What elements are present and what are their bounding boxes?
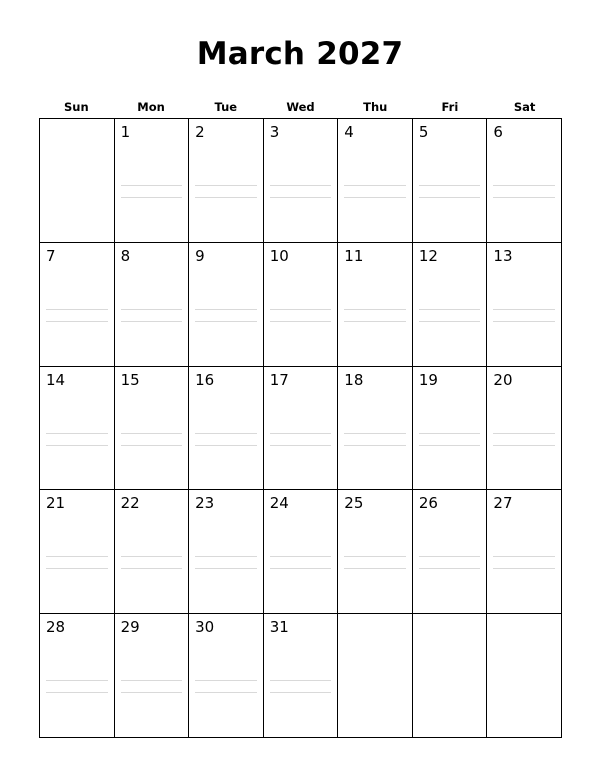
day-number: 7 (46, 246, 56, 265)
day-number: 21 (46, 494, 66, 513)
day-cell[interactable] (264, 367, 339, 491)
note-line (195, 197, 257, 198)
note-line (270, 556, 332, 557)
note-line (121, 556, 183, 557)
day-number: 11 (344, 246, 364, 265)
weekday-thu: Thu (363, 100, 388, 114)
note-line (121, 568, 183, 569)
note-line (195, 185, 257, 186)
day-number: 16 (195, 370, 215, 389)
day-number: 26 (418, 494, 438, 513)
note-line (121, 185, 183, 186)
day-cell[interactable] (264, 243, 339, 367)
empty-day-cell (338, 614, 413, 738)
note-line (344, 309, 406, 310)
day-cell[interactable] (115, 367, 190, 491)
note-line (419, 309, 481, 310)
day-cell[interactable] (338, 119, 413, 243)
day-number: 23 (195, 494, 215, 513)
day-number: 29 (120, 618, 140, 637)
note-line (46, 433, 108, 434)
day-cell[interactable] (40, 367, 115, 491)
note-line (270, 197, 332, 198)
day-cell[interactable] (487, 119, 562, 243)
weekday-tue: Tue (214, 100, 238, 114)
weekday-fri: Fri (441, 100, 459, 114)
note-line (493, 197, 555, 198)
note-line (121, 197, 183, 198)
day-number: 13 (493, 246, 513, 265)
note-line (344, 185, 406, 186)
day-number: 9 (195, 246, 205, 265)
empty-day-cell (40, 119, 115, 243)
note-line (344, 556, 406, 557)
note-line (344, 321, 406, 322)
note-line (270, 680, 332, 681)
day-number: 6 (493, 123, 503, 141)
day-cell[interactable] (487, 490, 562, 614)
day-number: 28 (46, 618, 66, 637)
note-line (195, 692, 257, 693)
day-cell[interactable] (338, 490, 413, 614)
note-line (121, 692, 183, 693)
note-line (46, 309, 108, 310)
note-line (493, 556, 555, 557)
day-number: 24 (269, 494, 289, 513)
note-line (493, 185, 555, 186)
note-line (419, 185, 481, 186)
weekday-wed: Wed (286, 100, 315, 114)
note-line (344, 433, 406, 434)
day-cell[interactable] (413, 119, 488, 243)
day-cell[interactable] (189, 614, 264, 738)
day-cell[interactable] (40, 243, 115, 367)
note-line (270, 321, 332, 322)
note-line (121, 445, 183, 446)
note-line (195, 568, 257, 569)
note-line (270, 309, 332, 310)
day-number: 31 (269, 618, 289, 637)
note-line (195, 680, 257, 681)
note-line (195, 309, 257, 310)
note-line (46, 321, 108, 322)
day-cell[interactable] (189, 243, 264, 367)
day-number: 4 (344, 123, 354, 141)
day-number: 3 (269, 123, 280, 141)
day-cell[interactable] (115, 490, 190, 614)
note-line (46, 556, 108, 557)
day-number: 1 (120, 123, 131, 141)
day-cell[interactable] (264, 614, 339, 738)
day-cell[interactable] (40, 614, 115, 738)
day-number: 18 (344, 370, 364, 389)
day-number: 10 (269, 246, 289, 265)
day-number: 14 (46, 370, 66, 389)
day-cell[interactable] (413, 367, 488, 491)
empty-day-cell (487, 614, 562, 738)
note-line (195, 556, 257, 557)
note-line (121, 309, 183, 310)
day-number: 15 (120, 370, 140, 389)
day-cell[interactable] (264, 119, 339, 243)
weekday-header-row (39, 99, 562, 115)
day-cell[interactable] (115, 243, 190, 367)
note-line (195, 445, 257, 446)
note-line (344, 568, 406, 569)
note-line (419, 556, 481, 557)
day-cell[interactable] (487, 367, 562, 491)
day-cell[interactable] (264, 490, 339, 614)
day-number: 22 (120, 494, 140, 513)
day-cell[interactable] (487, 243, 562, 367)
note-line (493, 445, 555, 446)
note-line (270, 692, 332, 693)
weekday-sat: Sat (513, 100, 536, 114)
day-cell[interactable] (413, 490, 488, 614)
day-number: 30 (195, 618, 215, 637)
day-number: 19 (418, 370, 438, 389)
note-line (270, 568, 332, 569)
page-title: March 2027 (196, 36, 404, 72)
day-cell[interactable] (413, 243, 488, 367)
note-line (195, 433, 257, 434)
day-number: 17 (269, 370, 289, 389)
day-number: 12 (418, 246, 438, 265)
day-cell[interactable] (40, 490, 115, 614)
day-cell[interactable] (115, 119, 190, 243)
note-line (493, 321, 555, 322)
note-line (121, 433, 183, 434)
note-line (46, 680, 108, 681)
note-line (419, 197, 481, 198)
day-number: 25 (344, 494, 364, 513)
note-line (46, 568, 108, 569)
day-number: 5 (418, 123, 429, 141)
day-number: 8 (120, 246, 131, 265)
note-line (270, 433, 332, 434)
note-line (195, 321, 257, 322)
note-line (493, 433, 555, 434)
note-line (46, 692, 108, 693)
day-cell[interactable] (115, 614, 190, 738)
day-cell[interactable] (338, 367, 413, 491)
weekday-sun: Sun (64, 100, 89, 114)
note-line (121, 680, 183, 681)
note-line (270, 445, 332, 446)
day-cell[interactable] (189, 490, 264, 614)
day-cell[interactable] (338, 243, 413, 367)
note-line (121, 321, 183, 322)
note-line (419, 321, 481, 322)
calendar-grid (39, 118, 562, 738)
note-line (493, 568, 555, 569)
day-number: 2 (195, 123, 205, 141)
day-cell[interactable] (189, 119, 264, 243)
note-line (344, 445, 406, 446)
note-line (419, 568, 481, 569)
note-line (419, 445, 481, 446)
weekday-mon: Mon (137, 100, 165, 114)
note-line (419, 433, 481, 434)
day-cell[interactable] (189, 367, 264, 491)
day-number: 20 (493, 370, 513, 389)
note-line (270, 185, 332, 186)
note-line (344, 197, 406, 198)
day-number: 27 (493, 494, 513, 513)
note-line (46, 445, 108, 446)
note-line (493, 309, 555, 310)
empty-day-cell (413, 614, 488, 738)
